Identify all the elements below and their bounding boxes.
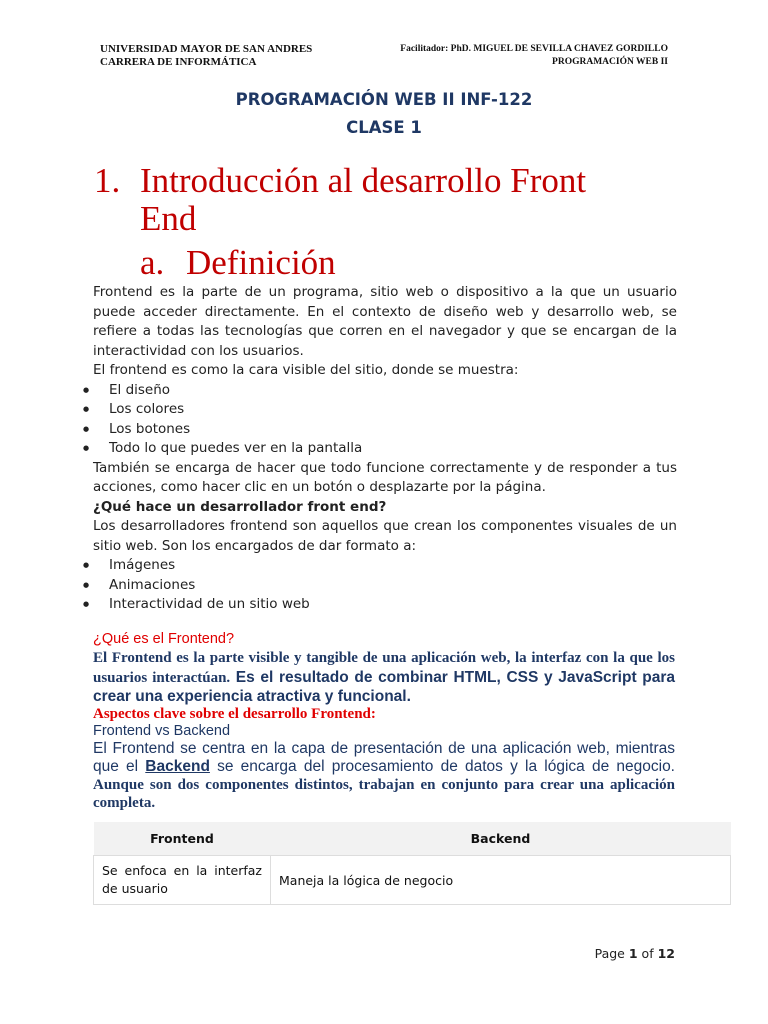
table-header-row <box>94 822 731 856</box>
table-row <box>94 856 731 905</box>
section-heading-text: Introducción al desarrollo Front <box>140 161 587 200</box>
current-page: 1 <box>628 946 638 961</box>
what-is-frontend-question: ¿Qué es el Frontend? <box>93 631 235 647</box>
table-header-backend: Backend <box>271 822 731 856</box>
definition-block <box>93 283 677 615</box>
aspects-heading: Aspectos clave sobre el desarrollo Frontend: <box>93 705 376 722</box>
frontend-combination-text: Es el resultado de combinar HTML, CSS y JavaScript para crear una experiencia atractiva y funcional. <box>93 668 675 705</box>
what-is-frontend-paragraph <box>93 648 675 706</box>
frontend-definition-text: El Frontend es la parte visible y tangible de una aplicación web, la interfaz con la que los usuarios interactúan. <box>93 650 675 686</box>
list-item: ● El diseño <box>93 381 677 401</box>
list-item: ● Imágenes <box>93 556 677 576</box>
of-word: of <box>641 946 654 961</box>
class-title: CLASE 1 <box>346 118 422 137</box>
frontend-vs-backend: Frontend vs Backend <box>93 722 231 739</box>
paragraph-text-a: El Frontend se centra en la capa de presentación de una aplicación web, mientras que el <box>93 739 675 775</box>
list-item: ● Los colores <box>93 400 677 420</box>
section-number: 1. <box>94 161 121 200</box>
header-facilitator-name: Facilitador: PhD. MIGUEL DE SEVILLA CHAVEZ GORDILLO <box>400 44 668 54</box>
header-career: CARRERA DE INFORMÁTICA <box>100 56 257 68</box>
table-cell-frontend: Se enfoca en la interfaz de usuario <box>94 856 271 905</box>
list-item: ● Todo lo que puedes ver en la pantalla <box>93 439 677 459</box>
subsection-letter: a. <box>140 243 165 282</box>
table-cell-backend: Maneja la lógica de negocio <box>271 856 731 905</box>
definition-paragraph: Frontend es la parte de un programa, sitio web o dispositivo a la que un usuario puede acceder directamente. En el contexto de diseño web y desarrollo web, se refiere a todas las tecnologías que corren en el navegador y que se encargan de la interactividad con los usuarios. <box>93 284 677 359</box>
paragraph-text-c: Aunque son dos componentes distintos, trabajan en conjunto para crear una aplicación completa. <box>93 776 675 811</box>
section-heading-1-cont: End <box>140 199 197 238</box>
presentation-layer-paragraph <box>93 740 675 812</box>
subsection-heading-a <box>140 244 336 282</box>
paragraph-text-b: se encarga del procesamiento de datos y la lógica de negocio. <box>209 757 675 775</box>
header-facilitator <box>400 43 668 69</box>
responsibility-paragraph: También se encarga de hacer que todo funcione correctamente y de responder a tus acciones, como hacer clic en un botón o desplazarte por la página. <box>93 459 677 495</box>
header-institution <box>100 43 312 69</box>
what-is-frontend-block <box>93 630 675 812</box>
table-header-frontend: Frontend <box>94 822 271 856</box>
list-item: ● Los botones <box>93 420 677 440</box>
list-item: ● Animaciones <box>93 576 677 596</box>
page-word: Page <box>594 946 625 961</box>
developer-question: ¿Qué hace un desarrollador front end? <box>93 498 387 515</box>
page-footer <box>595 946 675 961</box>
total-pages: 12 <box>657 946 675 961</box>
backend-link[interactable]: Backend <box>145 757 210 775</box>
header-university: UNIVERSIDAD MAYOR DE SAN ANDRES <box>100 43 313 55</box>
developer-paragraph: Los desarrolladores frontend son aquellos que crean los componentes visuales de un sitio web. Son los encargados de dar formato a: <box>93 518 677 554</box>
subsection-heading-text: Definición <box>186 243 336 282</box>
section-heading-1 <box>94 162 586 200</box>
frontend-backend-table <box>93 822 731 905</box>
course-title: PROGRAMACIÓN WEB II INF-122 <box>235 90 533 109</box>
header-course: PROGRAMACIÓN WEB II <box>552 57 668 67</box>
frontend-face-paragraph: El frontend es como la cara visible del sitio, donde se muestra: <box>93 362 519 378</box>
list-item: ● Interactividad de un sitio web <box>93 595 677 615</box>
